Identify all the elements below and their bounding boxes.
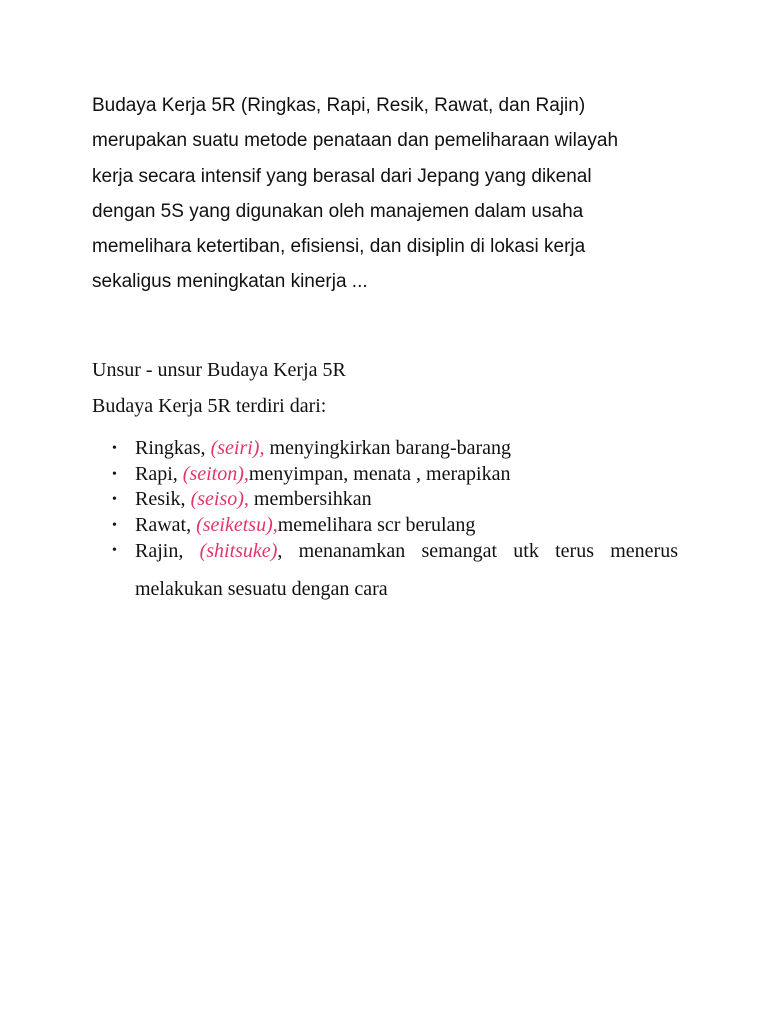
bullet-icon: •: [112, 492, 117, 507]
intro-line: kerja secara intensif yang berasal dari Jepang yang dikenal: [92, 165, 592, 187]
item-name: Rapi,: [135, 462, 183, 485]
section-title: Unsur - unsur Budaya Kerja 5R: [92, 359, 346, 381]
item-name: Resik,: [135, 488, 191, 510]
intro-line: memelihara ketertiban, efisiensi, dan disiplin di lokasi kerja: [92, 236, 586, 258]
bullet-icon: •: [112, 543, 117, 558]
item-desc: menyingkirkan barang-barang: [264, 437, 512, 459]
item-name: Ringkas,: [135, 437, 211, 459]
item-term: (seiton),: [182, 462, 249, 485]
intro-line: dengan 5S yang digunakan oleh manajemen dalam usaha: [92, 200, 584, 222]
item-term: (shitsuke): [199, 540, 278, 562]
intro-paragraph: [92, 88, 692, 300]
item-name: Rajin,: [135, 540, 200, 562]
item-desc: memelihara scr berulang: [277, 513, 476, 536]
item-desc: membersihkan: [248, 488, 372, 510]
list-item: [0, 462, 678, 488]
item-term: (seiso),: [190, 488, 249, 510]
item-desc: menyimpan, menata , merapikan: [248, 462, 511, 485]
bullet-icon: •: [112, 517, 117, 533]
five-r-list: [0, 436, 768, 608]
list-item: [0, 532, 678, 608]
item-name: Rawat,: [135, 513, 197, 536]
item-term: (seiri),: [210, 437, 265, 459]
section-subtitle: Budaya Kerja 5R terdiri dari:: [92, 395, 327, 417]
bullet-icon: •: [112, 441, 117, 456]
intro-line: Budaya Kerja 5R (Ringkas, Rapi, Resik, Rawat, dan Rajin): [92, 95, 586, 116]
list-item: [0, 487, 678, 513]
bullet-icon: •: [112, 466, 117, 482]
intro-line: merupakan suatu metode penataan dan pemeliharaan wilayah: [92, 130, 619, 152]
list-item: [0, 436, 678, 462]
item-desc: , menanamkan semangat utk terus menerus melakukan sesuatu dengan cara: [135, 540, 678, 600]
item-term: (seiketsu),: [196, 513, 278, 536]
intro-line: sekaligus meningkatan kinerja ...: [92, 271, 368, 293]
